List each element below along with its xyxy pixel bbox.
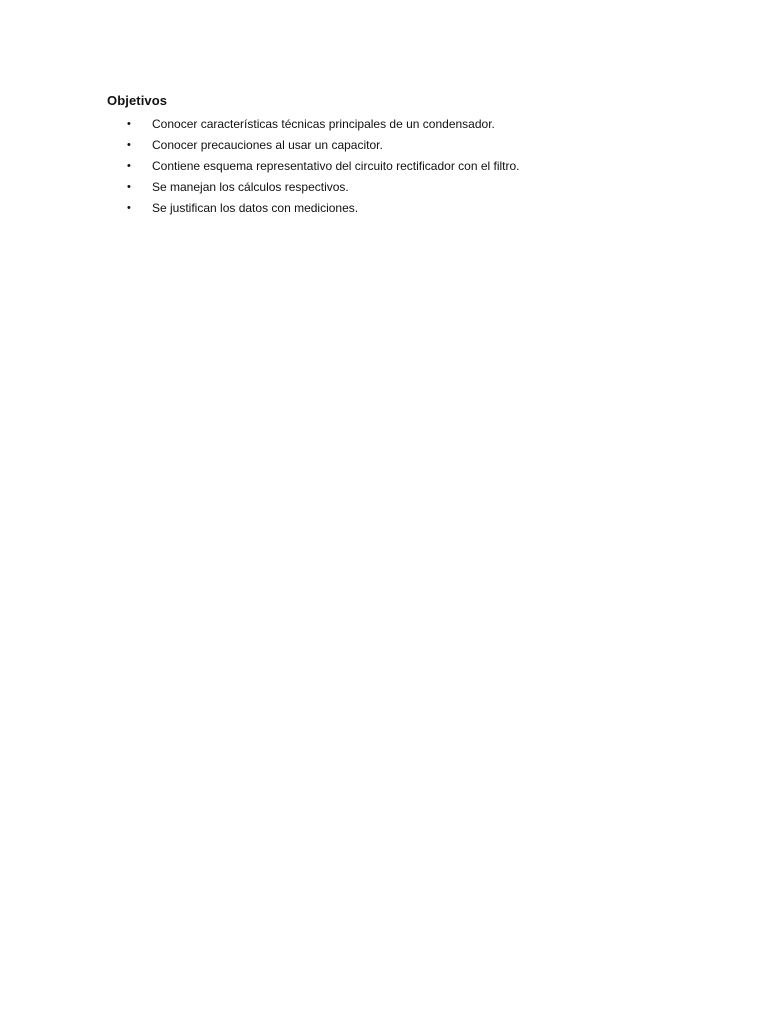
list-item	[107, 177, 707, 198]
bullet-icon: •	[127, 139, 131, 151]
bullet-icon: •	[127, 160, 131, 172]
list-item	[107, 114, 707, 135]
bullet-icon: •	[127, 118, 131, 130]
objectives-list	[107, 114, 707, 219]
bullet-icon: •	[127, 181, 131, 193]
list-item-text: Se justifican los datos con mediciones.	[152, 201, 359, 215]
list-item-text: Contiene esquema representativo del circuito rectificador con el filtro.	[152, 159, 520, 173]
list-item-text: Conocer precauciones al usar un capacitor.	[152, 138, 383, 152]
list-item	[107, 198, 707, 219]
list-item	[107, 156, 707, 177]
objectives-section	[107, 92, 707, 219]
list-item-text: Se manejan los cálculos respectivos.	[152, 180, 349, 194]
list-item	[107, 135, 707, 156]
list-item-text: Conocer características técnicas principales de un condensador.	[152, 117, 495, 131]
bullet-icon: •	[127, 202, 131, 214]
section-heading: Objetivos	[107, 93, 168, 108]
